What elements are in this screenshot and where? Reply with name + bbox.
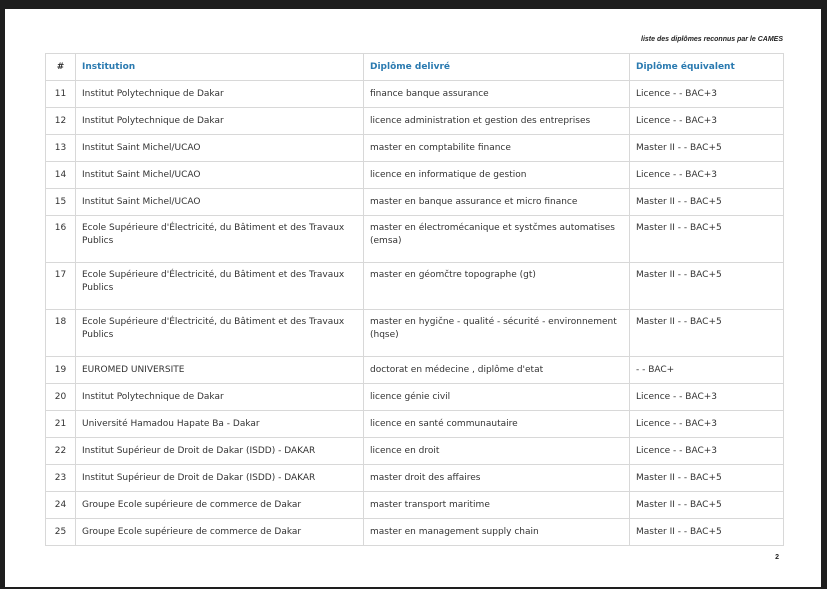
table-row xyxy=(46,189,784,216)
equivalent-cell: Licence - - BAC+3 xyxy=(630,108,784,135)
diplome-cell: master en banque assurance et micro finance xyxy=(364,189,630,216)
table-row xyxy=(46,492,784,519)
diplome-cell: licence en informatique de gestion xyxy=(364,162,630,189)
diplome-cell: master en management supply chain xyxy=(364,519,630,546)
institution-cell: Institut Polytechnique de Dakar xyxy=(76,384,364,411)
row-number: 21 xyxy=(46,411,76,438)
page-number: 2 xyxy=(775,554,779,561)
equivalent-cell: Licence - - BAC+3 xyxy=(630,411,784,438)
table-row xyxy=(46,310,784,357)
equivalent-cell: - - BAC+ xyxy=(630,357,784,384)
column-header-equivalent: Diplôme équivalent xyxy=(630,54,784,81)
equivalent-cell: Master II - - BAC+5 xyxy=(630,263,784,310)
table-header-row xyxy=(46,54,784,81)
diplome-cell: doctorat en médecine , diplôme d'etat xyxy=(364,357,630,384)
diplome-cell: master en comptabilite finance xyxy=(364,135,630,162)
diplome-cell: master transport maritime xyxy=(364,492,630,519)
row-number: 18 xyxy=(46,310,76,357)
diplome-cell: master droit des affaires xyxy=(364,465,630,492)
row-number: 20 xyxy=(46,384,76,411)
diplome-cell: master en hygične - qualité - sécurité - environnement (hqse) xyxy=(364,310,630,357)
institution-cell: Groupe Ecole supérieure de commerce de Dakar xyxy=(76,519,364,546)
institution-cell: Université Hamadou Hapate Ba - Dakar xyxy=(76,411,364,438)
row-number: 23 xyxy=(46,465,76,492)
column-header-number: # xyxy=(46,54,76,81)
diplomas-table xyxy=(45,53,784,546)
institution-cell: Institut Supérieur de Droit de Dakar (ISDD) - DAKAR xyxy=(76,465,364,492)
table-row xyxy=(46,162,784,189)
institution-cell: Institut Saint Michel/UCAO xyxy=(76,189,364,216)
equivalent-cell: Master II - - BAC+5 xyxy=(630,189,784,216)
table-row xyxy=(46,411,784,438)
row-number: 13 xyxy=(46,135,76,162)
row-number: 15 xyxy=(46,189,76,216)
diplome-cell: licence en santé communautaire xyxy=(364,411,630,438)
row-number: 14 xyxy=(46,162,76,189)
equivalent-cell: Licence - - BAC+3 xyxy=(630,162,784,189)
row-number: 22 xyxy=(46,438,76,465)
institution-cell: Ecole Supérieure d'Électricité, du Bâtiment et des Travaux Publics xyxy=(76,310,364,357)
row-number: 11 xyxy=(46,81,76,108)
equivalent-cell: Licence - - BAC+3 xyxy=(630,81,784,108)
institution-cell: Institut Polytechnique de Dakar xyxy=(76,81,364,108)
row-number: 16 xyxy=(46,216,76,263)
table-row xyxy=(46,263,784,310)
table-row xyxy=(46,216,784,263)
column-header-institution: Institution xyxy=(76,54,364,81)
table-row xyxy=(46,465,784,492)
institution-cell: Institut Saint Michel/UCAO xyxy=(76,162,364,189)
table-row xyxy=(46,357,784,384)
row-number: 19 xyxy=(46,357,76,384)
equivalent-cell: Master II - - BAC+5 xyxy=(630,216,784,263)
institution-cell: EUROMED UNIVERSITE xyxy=(76,357,364,384)
table-row xyxy=(46,519,784,546)
header-note: liste des diplômes reconnus par le CAMES xyxy=(641,36,783,43)
diplome-cell: licence en droit xyxy=(364,438,630,465)
table-row xyxy=(46,384,784,411)
diplome-cell: finance banque assurance xyxy=(364,81,630,108)
institution-cell: Institut Saint Michel/UCAO xyxy=(76,135,364,162)
diplome-cell: master en géomčtre topographe (gt) xyxy=(364,263,630,310)
equivalent-cell: Master II - - BAC+5 xyxy=(630,492,784,519)
table-row xyxy=(46,438,784,465)
row-number: 24 xyxy=(46,492,76,519)
equivalent-cell: Licence - - BAC+3 xyxy=(630,438,784,465)
equivalent-cell: Master II - - BAC+5 xyxy=(630,465,784,492)
diplome-cell: licence génie civil xyxy=(364,384,630,411)
row-number: 25 xyxy=(46,519,76,546)
institution-cell: Ecole Supérieure d'Électricité, du Bâtiment et des Travaux Publics xyxy=(76,263,364,310)
document-page xyxy=(5,9,821,587)
row-number: 12 xyxy=(46,108,76,135)
diplome-cell: licence administration et gestion des entreprises xyxy=(364,108,630,135)
row-number: 17 xyxy=(46,263,76,310)
equivalent-cell: Master II - - BAC+5 xyxy=(630,135,784,162)
table-row xyxy=(46,108,784,135)
diplome-cell: master en électromécanique et systčmes automatises (emsa) xyxy=(364,216,630,263)
institution-cell: Institut Supérieur de Droit de Dakar (ISDD) - DAKAR xyxy=(76,438,364,465)
table-row xyxy=(46,81,784,108)
institution-cell: Groupe Ecole supérieure de commerce de Dakar xyxy=(76,492,364,519)
institution-cell: Institut Polytechnique de Dakar xyxy=(76,108,364,135)
column-header-diplome: Diplôme delivré xyxy=(364,54,630,81)
equivalent-cell: Licence - - BAC+3 xyxy=(630,384,784,411)
institution-cell: Ecole Supérieure d'Électricité, du Bâtiment et des Travaux Publics xyxy=(76,216,364,263)
equivalent-cell: Master II - - BAC+5 xyxy=(630,310,784,357)
equivalent-cell: Master II - - BAC+5 xyxy=(630,519,784,546)
table-row xyxy=(46,135,784,162)
